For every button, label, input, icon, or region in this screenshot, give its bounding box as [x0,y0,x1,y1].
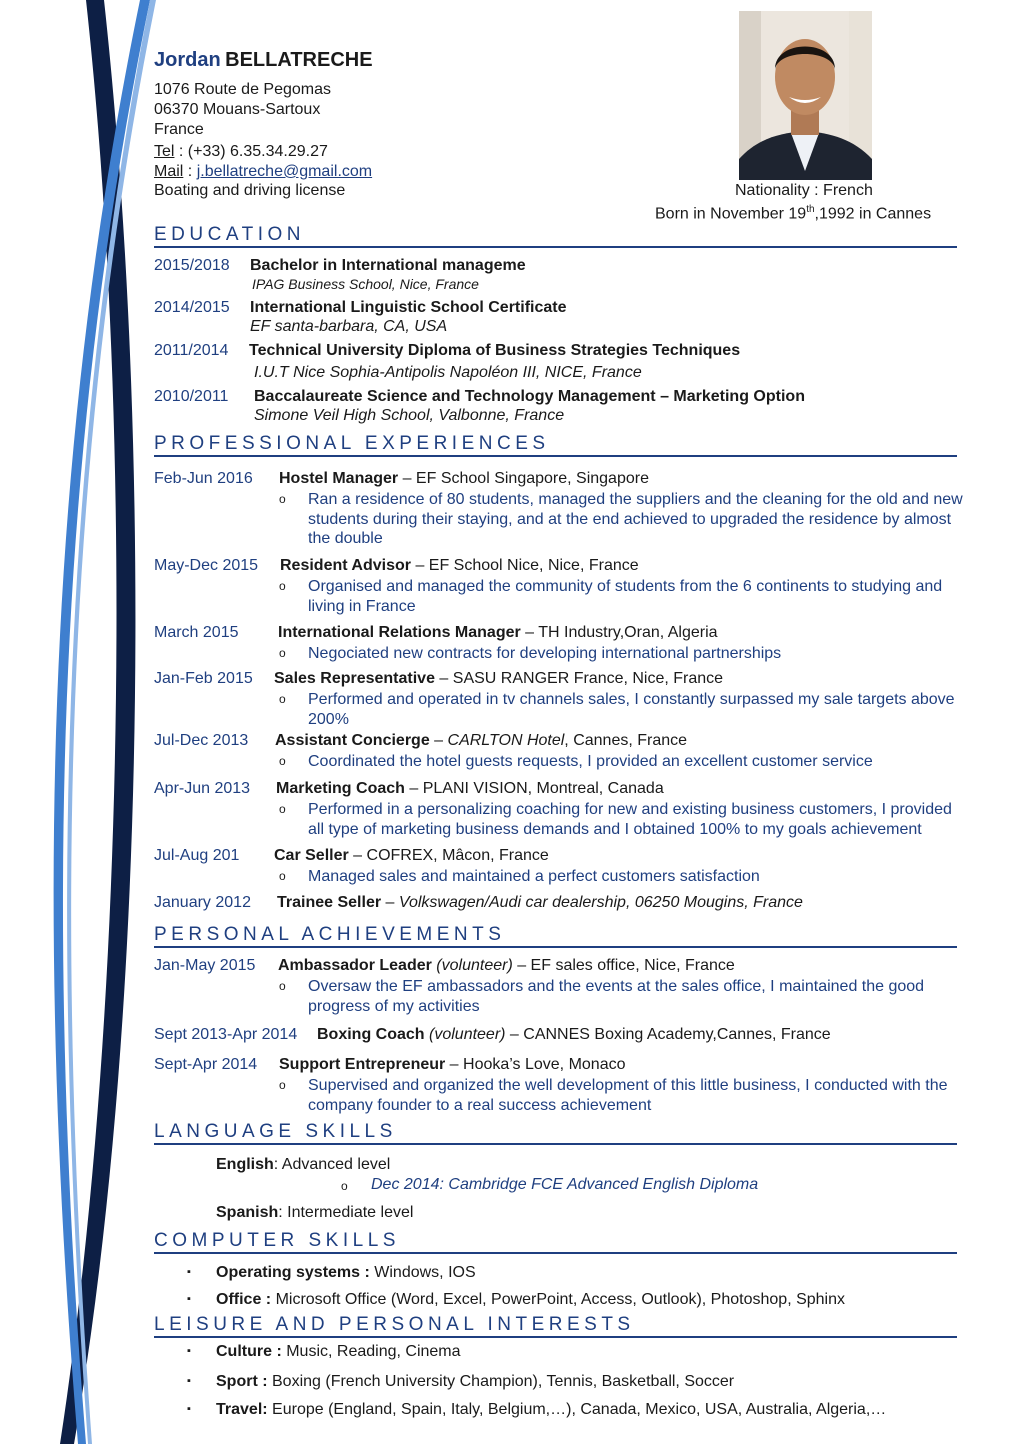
address-line-2: 06370 Mouans-Sartoux [154,101,321,118]
computer-skill: Operating systems : Windows, IOS [216,1264,476,1281]
exp-title: Hostel Manager – EF School Singapore, Singapore [279,470,649,487]
profile-photo [739,11,872,180]
tel-label: Tel [154,143,175,160]
exp-title: Assistant Concierge – CARLTON Hotel, Cannes, France [275,732,688,749]
hollow-bullet-icon: o [341,1179,348,1193]
exp-date: Jul-Aug 201 [154,847,240,864]
hollow-bullet-icon: o [279,692,286,706]
language-spanish: Spanish: Intermediate level [216,1204,414,1221]
hollow-bullet-icon: o [279,869,286,883]
square-bullet-icon: ▪ [187,1375,191,1387]
english-certificate: Dec 2014: Cambridge FCE Advanced English Diploma [371,1176,759,1193]
edu-date: 2015/2018 [154,257,230,274]
leisure-item: Travel: Europe (England, Spain, Italy, Belgium,…), Canada, Mexico, USA, Australia, Algeria,… [216,1401,887,1418]
exp-description: Performed and operated in tv channels sales, I constantly surpassed my sale targets above 200% [308,691,955,728]
hollow-bullet-icon: o [279,754,286,768]
section-experiences-heading: PROFESSIONAL EXPERIENCES [154,433,957,457]
edu-title: Baccalaureate Science and Technology Management – Marketing Option [254,388,805,405]
computer-skill: Office : Microsoft Office (Word, Excel, PowerPoint, Access, Outlook), Photoshop, Sphinx [216,1291,845,1308]
exp-description: Organised and managed the community of students from the 6 continents to studying and living in France [308,578,943,615]
exp-title: Sales Representative – SASU RANGER France, Nice, France [274,670,724,687]
exp-description: Ran a residence of 80 students, managed the suppliers and the cleaning for the old and new students during their staying, and at the end achieved to upgraded the residence by almost the double [308,491,963,547]
edu-date: 2014/2015 [154,299,230,316]
square-bullet-icon: ▪ [187,1266,191,1278]
born-post: ,1992 in Cannes [814,205,932,223]
born-pre: Born in November 19 [655,205,807,223]
exp-date: January 2012 [154,894,251,911]
edu-school: Simone Veil High School, Valbonne, France [254,407,565,424]
decorative-swoosh-icon [0,0,160,1444]
edu-title: Technical University Diploma of Business Strategies Techniques [249,342,741,359]
exp-date: Feb-Jun 2016 [154,470,253,487]
born-sup: th [806,204,815,215]
section-achievements-heading: PERSONAL ACHIEVEMENTS [154,924,957,948]
edu-school: IPAG Business School, Nice, France [252,276,479,292]
edu-title: Bachelor in International manageme [250,257,526,274]
section-leisure-heading: LEISURE AND PERSONAL INTERESTS [154,1314,957,1338]
phone [154,142,328,162]
exp-title: Resident Advisor – EF School Nice, Nice, France [280,557,639,574]
exp-description: Managed sales and maintained a perfect customers satisfaction [308,868,760,885]
hollow-bullet-icon: o [279,1078,286,1092]
exp-title: Marketing Coach – PLANI VISION, Montreal, Canada [276,780,664,797]
hollow-bullet-icon: o [279,492,286,506]
hollow-bullet-icon: o [279,646,286,660]
ach-description: Supervised and organized the well development of this little business, I conducted with the company founder to a real success achievement [308,1077,948,1114]
ach-date: Sept-Apr 2014 [154,1056,258,1073]
exp-date: Jul-Dec 2013 [154,732,249,749]
last-name: BELLATRECHE [225,49,373,71]
section-languages-heading: LANGUAGE SKILLS [154,1121,957,1145]
square-bullet-icon: ▪ [187,1403,191,1415]
section-computer-heading: COMPUTER SKILLS [154,1230,957,1254]
email-link[interactable]: j.bellatreche@gmail.com [196,163,373,180]
exp-description: Performed in a personalizing coaching for new and existing business customers, I provided all type of marketing business demands and I obtained 100% to my goals achievement [308,801,952,838]
leisure-item: Culture : Music, Reading, Cinema [216,1343,461,1360]
ach-description: Oversaw the EF ambassadors and the events at the sales office, I maintained the good progress of my activities [308,978,925,1015]
exp-title: Trainee Seller – Volkswagen/Audi car dealership, 06250 Mougins, France [277,894,803,911]
hollow-bullet-icon: o [279,979,286,993]
exp-date: March 2015 [154,624,239,641]
ach-date: Sept 2013-Apr 2014 [154,1026,298,1043]
exp-description: Coordinated the hotel guests requests, I provided an excellent customer service [308,753,873,770]
edu-date: 2011/2014 [154,342,229,359]
portrait-icon [739,11,872,180]
edu-school: I.U.T Nice Sophia-Antipolis Napoléon III, NICE, France [254,364,642,381]
license: Boating and driving license [154,182,346,199]
tel-value: : (+33) 6.35.34.29.27 [174,143,328,160]
exp-description: Negociated new contracts for developing international partnerships [308,645,782,662]
mail-sep: : [183,163,197,180]
edu-date: 2010/2011 [154,388,229,405]
exp-title: International Relations Manager – TH Industry,Oran, Algeria [278,624,718,641]
exp-date: May-Dec 2015 [154,557,259,574]
exp-title: Car Seller – COFREX, Mâcon, France [274,847,549,864]
edu-school: EF santa-barbara, CA, USA [250,318,448,335]
birth-info [655,200,931,224]
exp-date: Jan-Feb 2015 [154,670,253,687]
address-line-3: France [154,121,204,138]
ach-title: Ambassador Leader (volunteer) – EF sales office, Nice, France [278,957,735,974]
ach-title: Boxing Coach (volunteer) – CANNES Boxing Academy,Cannes, France [317,1026,831,1043]
mail-label: Mail [154,163,184,180]
square-bullet-icon: ▪ [187,1293,191,1305]
section-education-heading: EDUCATION [154,224,957,248]
hollow-bullet-icon: o [279,802,286,816]
nationality: Nationality : French [735,182,873,199]
language-english: English: Advanced level [216,1156,391,1173]
exp-date: Apr-Jun 2013 [154,780,251,797]
square-bullet-icon: ▪ [187,1345,191,1357]
edu-title: International Linguistic School Certificate [250,299,567,316]
first-name: Jordan [154,49,221,71]
ach-title: Support Entrepreneur – Hooka’s Love, Monaco [279,1056,626,1073]
ach-date: Jan-May 2015 [154,957,256,974]
hollow-bullet-icon: o [279,579,286,593]
leisure-item: Sport : Boxing (French University Champion), Tennis, Basketball, Soccer [216,1373,735,1390]
address-line-1: 1076 Route de Pegomas [154,81,332,98]
email [154,162,372,182]
candidate-name [154,50,373,72]
